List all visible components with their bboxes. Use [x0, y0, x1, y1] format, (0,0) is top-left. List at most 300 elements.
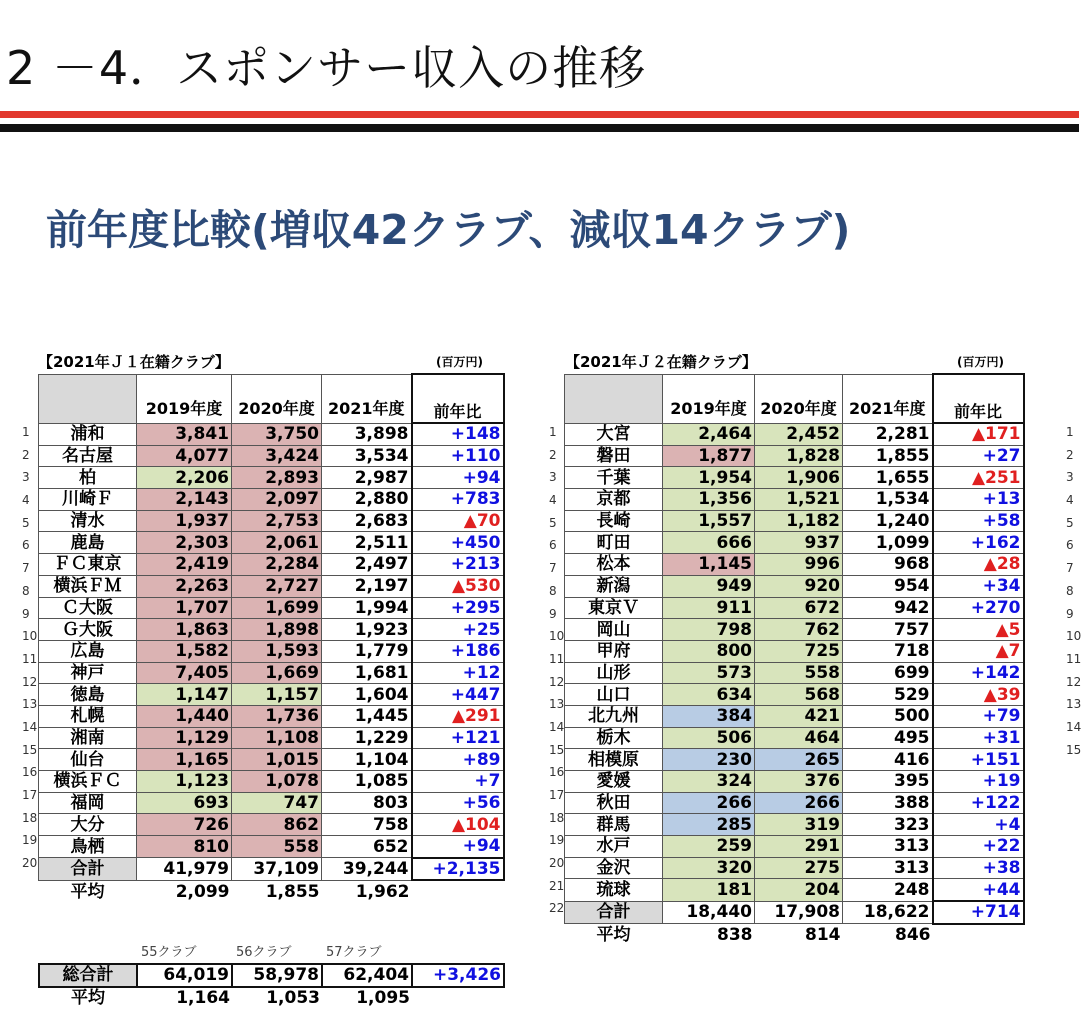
j1-unit: (百万円) — [436, 355, 483, 369]
j2-row — [565, 423, 1024, 445]
j1-value-2021: 2,987 — [322, 467, 412, 489]
j1-total-2021: 39,244 — [322, 858, 412, 881]
j1-value-2020: 862 — [232, 814, 322, 836]
j2-value-2019: 949 — [663, 575, 755, 597]
j2-unit: (百万円) — [957, 355, 1004, 369]
j2-value-2021: 1,855 — [843, 445, 933, 467]
j2-club-name: 山口 — [565, 684, 663, 706]
j1-average-label: 平均 — [39, 880, 137, 902]
j1-row-number: 1 — [22, 425, 30, 439]
j2-value-2019: 320 — [663, 857, 755, 879]
j1-average-2021: 1,962 — [322, 880, 412, 902]
j1-value-2020: 2,893 — [232, 467, 322, 489]
j1-value-2020: 1,669 — [232, 662, 322, 684]
j1-total-2019: 41,979 — [137, 858, 232, 881]
j2-diff: ▲251 — [933, 467, 1024, 489]
j2-row — [565, 684, 1024, 706]
j2-value-2019: 1,356 — [663, 489, 755, 511]
j1-row — [39, 619, 504, 641]
j2-value-2021: 1,099 — [843, 532, 933, 554]
j1-diff: +148 — [412, 423, 504, 445]
j1-value-2019: 4,077 — [137, 445, 232, 467]
j1-value-2020: 1,108 — [232, 727, 322, 749]
j1-diff: +56 — [412, 792, 504, 814]
j2-average-row — [565, 924, 1024, 946]
j1-value-2021: 1,923 — [322, 619, 412, 641]
j2-value-2021: 699 — [843, 662, 933, 684]
j2-row-number: 4 — [549, 493, 557, 508]
j1-value-2021: 1,085 — [322, 771, 412, 793]
j1-club-name: 柏 — [39, 467, 137, 489]
j1-total-label: 合計 — [39, 858, 137, 881]
j1-diff: +89 — [412, 749, 504, 771]
j1-diff: +94 — [412, 467, 504, 489]
j1-value-2020: 2,284 — [232, 554, 322, 576]
j2-diff: ▲7 — [933, 640, 1024, 662]
j1-value-2021: 3,534 — [322, 445, 412, 467]
j2-total-diff: +714 — [933, 901, 1024, 924]
j1-row — [39, 423, 504, 445]
j1-club-name: 大分 — [39, 814, 137, 836]
j2-diff: +142 — [933, 662, 1024, 684]
j3-row-number: 7 — [1066, 561, 1074, 576]
j1-total-row — [39, 858, 504, 881]
j2-row-number: 5 — [549, 515, 557, 530]
j1-value-2020: 1,898 — [232, 619, 322, 641]
j1-club-name: 川崎Ｆ — [39, 489, 137, 511]
j2-value-2019: 800 — [663, 640, 755, 662]
j1-value-2021: 1,681 — [322, 662, 412, 684]
j2-header-2021: 2021年度 — [843, 374, 933, 423]
j2-diff: +79 — [933, 705, 1024, 727]
j2-value-2019: 1,877 — [663, 445, 755, 467]
page-title: 2 －4．スポンサー収入の推移 — [6, 41, 647, 95]
j2-value-2019: 1,557 — [663, 510, 755, 532]
j2-club-name: 磐田 — [565, 445, 663, 467]
j1-value-2021: 758 — [322, 814, 412, 836]
j1-diff: +110 — [412, 445, 504, 467]
j2-diff: ▲171 — [933, 423, 1024, 445]
j2-value-2020: 920 — [755, 575, 843, 597]
j1-value-2020: 3,750 — [232, 423, 322, 445]
j1-diff: ▲104 — [412, 814, 504, 836]
j2-diff: +34 — [933, 575, 1024, 597]
j2-value-2019: 230 — [663, 749, 755, 771]
j1-club-name: 清水 — [39, 510, 137, 532]
j1-club-name: 仙台 — [39, 749, 137, 771]
j1-diff: +121 — [412, 727, 504, 749]
j2-row — [565, 510, 1024, 532]
j1-row — [39, 467, 504, 489]
j1-club-name: 札幌 — [39, 705, 137, 727]
j2-value-2019: 2,464 — [663, 423, 755, 445]
j2-value-2021: 313 — [843, 857, 933, 879]
j2-value-2020: 1,182 — [755, 510, 843, 532]
j2-row-number: 13 — [549, 697, 565, 712]
j2-value-2019: 384 — [663, 705, 755, 727]
j1-total-diff: +2,135 — [412, 858, 504, 881]
j2-club-name: 長崎 — [565, 510, 663, 532]
j2-row-number: 16 — [549, 765, 565, 780]
j1-row-number: 5 — [22, 515, 30, 530]
j3-row-number: 6 — [1066, 538, 1074, 553]
j2-club-name: 京都 — [565, 489, 663, 511]
j1-row — [39, 792, 504, 814]
j2-club-name: 山形 — [565, 662, 663, 684]
j2-club-name: 千葉 — [565, 467, 663, 489]
j1-value-2020: 747 — [232, 792, 322, 814]
j1-row-number: 9 — [22, 606, 30, 621]
j2-diff: +22 — [933, 836, 1024, 858]
grand-total-label: 総合計 — [39, 964, 137, 987]
j2-diff: +122 — [933, 792, 1024, 814]
j1-diff: ▲70 — [412, 510, 504, 532]
j2-club-name: 群馬 — [565, 814, 663, 836]
j2-club-name: 岡山 — [565, 619, 663, 641]
j3-row-number: 12 — [1066, 674, 1081, 689]
j2-diff: ▲28 — [933, 554, 1024, 576]
j2-total-row — [565, 901, 1024, 924]
j3-row-number: 1 — [1066, 425, 1074, 439]
j2-total-2021: 18,622 — [843, 901, 933, 924]
j2-average-2020: 814 — [755, 924, 843, 946]
j2-value-2019: 1,145 — [663, 554, 755, 576]
j2-value-2021: 529 — [843, 684, 933, 706]
j2-row-number: 11 — [549, 651, 565, 666]
j2-value-2020: 762 — [755, 619, 843, 641]
club-count-2019: 55クラブ — [141, 945, 197, 960]
j3-row-number: 8 — [1066, 583, 1074, 598]
j2-row-number: 15 — [549, 742, 565, 757]
j2-header-diff: 前年比 — [933, 374, 1024, 423]
j2-row — [565, 662, 1024, 684]
j1-club-name: 福岡 — [39, 792, 137, 814]
grand-average-label: 平均 — [39, 987, 137, 1009]
j1-header-2021: 2021年度 — [322, 374, 412, 423]
j1-value-2020: 1,015 — [232, 749, 322, 771]
j1-row-number: 19 — [22, 833, 38, 848]
j2-value-2019: 634 — [663, 684, 755, 706]
j2-row-number: 10 — [549, 629, 565, 644]
j2-row — [565, 727, 1024, 749]
j1-row — [39, 597, 504, 619]
j2-value-2020: 464 — [755, 727, 843, 749]
j2-value-2019: 798 — [663, 619, 755, 641]
j2-club-name: 大宮 — [565, 423, 663, 445]
j2-diff: +151 — [933, 749, 1024, 771]
j2-value-2019: 181 — [663, 879, 755, 901]
j2-average-label: 平均 — [565, 924, 663, 946]
j1-value-2019: 810 — [137, 836, 232, 858]
j2-total-2020: 17,908 — [755, 901, 843, 924]
j2-row-number: 17 — [549, 788, 565, 802]
j2-row-number: 12 — [549, 674, 565, 689]
j1-diff: +12 — [412, 662, 504, 684]
j2-row-number: 21 — [549, 878, 565, 893]
j2-club-name: 水戸 — [565, 836, 663, 858]
j2-row — [565, 554, 1024, 576]
j1-row-number: 20 — [22, 856, 38, 871]
j1-row — [39, 445, 504, 467]
j2-row — [565, 749, 1024, 771]
j1-diff: +450 — [412, 532, 504, 554]
j1-diff: +447 — [412, 684, 504, 706]
j1-value-2021: 1,994 — [322, 597, 412, 619]
j2-row — [565, 857, 1024, 879]
j2-value-2020: 725 — [755, 640, 843, 662]
j1-row-number: 16 — [22, 765, 38, 780]
j1-row-number: 18 — [22, 810, 38, 825]
j2-header-row — [565, 374, 1024, 423]
j2-club-name: 北九州 — [565, 705, 663, 727]
j1-row-number: 14 — [22, 719, 38, 734]
j2-value-2020: 937 — [755, 532, 843, 554]
j1-row — [39, 836, 504, 858]
grand-average-row — [39, 987, 504, 1009]
j1-value-2020: 1,699 — [232, 597, 322, 619]
j1-value-2021: 1,445 — [322, 705, 412, 727]
j2-row-number: 19 — [549, 833, 565, 848]
j2-value-2020: 319 — [755, 814, 843, 836]
j1-value-2019: 1,863 — [137, 619, 232, 641]
j1-row-number: 15 — [22, 742, 38, 757]
j2-club-name: 金沢 — [565, 857, 663, 879]
j2-value-2020: 2,452 — [755, 423, 843, 445]
j1-value-2019: 726 — [137, 814, 232, 836]
j2-average-2021: 846 — [843, 924, 933, 946]
j3-row-number: 4 — [1066, 493, 1074, 508]
j1-value-2021: 803 — [322, 792, 412, 814]
j1-value-2020: 3,424 — [232, 445, 322, 467]
j2-row-number: 22 — [549, 901, 565, 916]
j2-club-name: 甲府 — [565, 640, 663, 662]
j1-value-2019: 1,440 — [137, 705, 232, 727]
j1-row-number: 7 — [22, 561, 30, 576]
j1-value-2021: 2,511 — [322, 532, 412, 554]
j1-row — [39, 749, 504, 771]
j1-value-2021: 1,104 — [322, 749, 412, 771]
j2-club-name: 新潟 — [565, 575, 663, 597]
j1-average-diff — [412, 880, 504, 902]
j1-row-number: 13 — [22, 697, 38, 712]
j2-diff: +38 — [933, 857, 1024, 879]
j1-row — [39, 640, 504, 662]
j1-value-2020: 1,078 — [232, 771, 322, 793]
j1-value-2021: 3,898 — [322, 423, 412, 445]
j1-row-number: 10 — [22, 629, 38, 644]
j2-row-number: 2 — [549, 447, 557, 462]
j2-club-name: 東京Ｖ — [565, 597, 663, 619]
j1-value-2020: 558 — [232, 836, 322, 858]
j1-value-2021: 2,197 — [322, 575, 412, 597]
j1-header-diff: 前年比 — [412, 374, 504, 423]
j1-row-number: 6 — [22, 538, 30, 553]
j2-row-number: 14 — [549, 719, 565, 734]
j1-total-2020: 37,109 — [232, 858, 322, 881]
j1-club-name: 徳島 — [39, 684, 137, 706]
j2-row — [565, 575, 1024, 597]
grand-total-2019: 64,019 — [137, 964, 232, 987]
j1-row — [39, 814, 504, 836]
j3-row-numbers — [1066, 421, 1081, 761]
j2-value-2019: 506 — [663, 727, 755, 749]
j1-value-2020: 2,097 — [232, 489, 322, 511]
j2-diff: +58 — [933, 510, 1024, 532]
j2-row — [565, 445, 1024, 467]
club-count-2021: 57クラブ — [326, 945, 382, 960]
j1-value-2019: 3,841 — [137, 423, 232, 445]
j2-value-2019: 285 — [663, 814, 755, 836]
j2-diff: +4 — [933, 814, 1024, 836]
j2-diff: +162 — [933, 532, 1024, 554]
j3-row-number: 13 — [1066, 697, 1081, 712]
j1-club-name: 鳥栖 — [39, 836, 137, 858]
j1-header-corner — [39, 374, 137, 423]
j1-value-2021: 2,497 — [322, 554, 412, 576]
j1-club-name: Ｃ大阪 — [39, 597, 137, 619]
j2-value-2021: 968 — [843, 554, 933, 576]
j2-club-name: 栃木 — [565, 727, 663, 749]
j2-header-corner — [565, 374, 663, 423]
j1-row — [39, 554, 504, 576]
j3-row-number: 2 — [1066, 447, 1074, 462]
j2-value-2020: 266 — [755, 792, 843, 814]
j1-value-2019: 2,206 — [137, 467, 232, 489]
j2-value-2019: 259 — [663, 836, 755, 858]
j1-row-number: 3 — [22, 470, 30, 485]
grand-average-2020: 1,053 — [232, 987, 322, 1009]
j1-value-2021: 652 — [322, 836, 412, 858]
j1-average-2020: 1,855 — [232, 880, 322, 902]
j2-row — [565, 836, 1024, 858]
grand-total-diff: +3,426 — [412, 964, 504, 987]
title-rule-black — [0, 124, 1079, 132]
j2-row-number: 20 — [549, 856, 565, 871]
j1-row — [39, 575, 504, 597]
j1-value-2021: 1,779 — [322, 640, 412, 662]
j1-diff: +213 — [412, 554, 504, 576]
j2-value-2020: 1,828 — [755, 445, 843, 467]
j2-value-2020: 672 — [755, 597, 843, 619]
j1-club-name: 神戸 — [39, 662, 137, 684]
j2-diff: +270 — [933, 597, 1024, 619]
j1-value-2019: 2,303 — [137, 532, 232, 554]
j2-average-2019: 838 — [663, 924, 755, 946]
j1-row-number: 17 — [22, 788, 38, 802]
j2-row-number: 9 — [549, 606, 557, 621]
j2-header-2020: 2020年度 — [755, 374, 843, 423]
j2-value-2021: 1,240 — [843, 510, 933, 532]
j1-row — [39, 705, 504, 727]
j2-value-2020: 421 — [755, 705, 843, 727]
j1-club-name: ＦＣ東京 — [39, 554, 137, 576]
j2-row — [565, 792, 1024, 814]
j2-diff: ▲5 — [933, 619, 1024, 641]
j1-value-2020: 2,061 — [232, 532, 322, 554]
j2-value-2021: 416 — [843, 749, 933, 771]
j2-value-2019: 666 — [663, 532, 755, 554]
j1-club-name: 名古屋 — [39, 445, 137, 467]
grand-average-2019: 1,164 — [137, 987, 232, 1009]
j1-value-2019: 1,582 — [137, 640, 232, 662]
j2-value-2021: 942 — [843, 597, 933, 619]
j2-average-diff — [933, 924, 1024, 946]
j1-diff: +295 — [412, 597, 504, 619]
j1-value-2019: 693 — [137, 792, 232, 814]
j1-value-2019: 2,419 — [137, 554, 232, 576]
j2-value-2021: 757 — [843, 619, 933, 641]
j2-value-2021: 323 — [843, 814, 933, 836]
grand-total-2021: 62,404 — [322, 964, 412, 987]
j3-row-number: 14 — [1066, 719, 1081, 734]
j2-value-2021: 500 — [843, 705, 933, 727]
j2-row-number: 1 — [549, 425, 557, 439]
j1-row — [39, 510, 504, 532]
j1-value-2019: 1,937 — [137, 510, 232, 532]
j1-diff: ▲530 — [412, 575, 504, 597]
j2-value-2020: 1,906 — [755, 467, 843, 489]
j1-club-name: 広島 — [39, 640, 137, 662]
club-count-2020: 56クラブ — [236, 945, 292, 960]
j1-row-number: 4 — [22, 493, 30, 508]
j1-diff: ▲291 — [412, 705, 504, 727]
j1-row-number: 2 — [22, 447, 30, 462]
j2-row-number: 7 — [549, 561, 557, 576]
j1-value-2019: 1,165 — [137, 749, 232, 771]
j2-value-2021: 1,655 — [843, 467, 933, 489]
j2-club-name: 松本 — [565, 554, 663, 576]
j1-club-name: 湘南 — [39, 727, 137, 749]
j2-diff: +31 — [933, 727, 1024, 749]
j2-value-2021: 954 — [843, 575, 933, 597]
j1-row — [39, 684, 504, 706]
j2-value-2021: 2,281 — [843, 423, 933, 445]
j2-row — [565, 705, 1024, 727]
j2-row — [565, 771, 1024, 793]
j2-club-name: 町田 — [565, 532, 663, 554]
j2-diff: +13 — [933, 489, 1024, 511]
j2-value-2019: 1,954 — [663, 467, 755, 489]
j1-club-name: Ｇ大阪 — [39, 619, 137, 641]
j3-row-number: 10 — [1066, 629, 1081, 644]
grand-total-row — [39, 964, 504, 987]
j1-caption: 【2021年Ｊ１在籍クラブ】 — [38, 353, 230, 371]
j1-value-2021: 1,229 — [322, 727, 412, 749]
j2-value-2020: 265 — [755, 749, 843, 771]
j1-value-2020: 1,593 — [232, 640, 322, 662]
j2-value-2021: 388 — [843, 792, 933, 814]
j2-value-2021: 313 — [843, 836, 933, 858]
j2-club-name: 相模原 — [565, 749, 663, 771]
j3-row-number: 3 — [1066, 470, 1074, 485]
j1-average-2019: 2,099 — [137, 880, 232, 902]
j1-value-2019: 1,707 — [137, 597, 232, 619]
j2-row-number: 3 — [549, 470, 557, 485]
j2-total-2019: 18,440 — [663, 901, 755, 924]
j1-diff: +94 — [412, 836, 504, 858]
j2-row-number: 6 — [549, 538, 557, 553]
j1-club-name: 鹿島 — [39, 532, 137, 554]
j2-row — [565, 640, 1024, 662]
title-rule-red — [0, 111, 1079, 118]
j2-caption: 【2021年Ｊ２在籍クラブ】 — [565, 353, 757, 371]
j2-value-2021: 395 — [843, 771, 933, 793]
j1-value-2021: 1,604 — [322, 684, 412, 706]
j2-value-2021: 495 — [843, 727, 933, 749]
j2-row — [565, 879, 1024, 901]
j1-average-row — [39, 880, 504, 902]
j1-row-number: 12 — [22, 674, 38, 689]
